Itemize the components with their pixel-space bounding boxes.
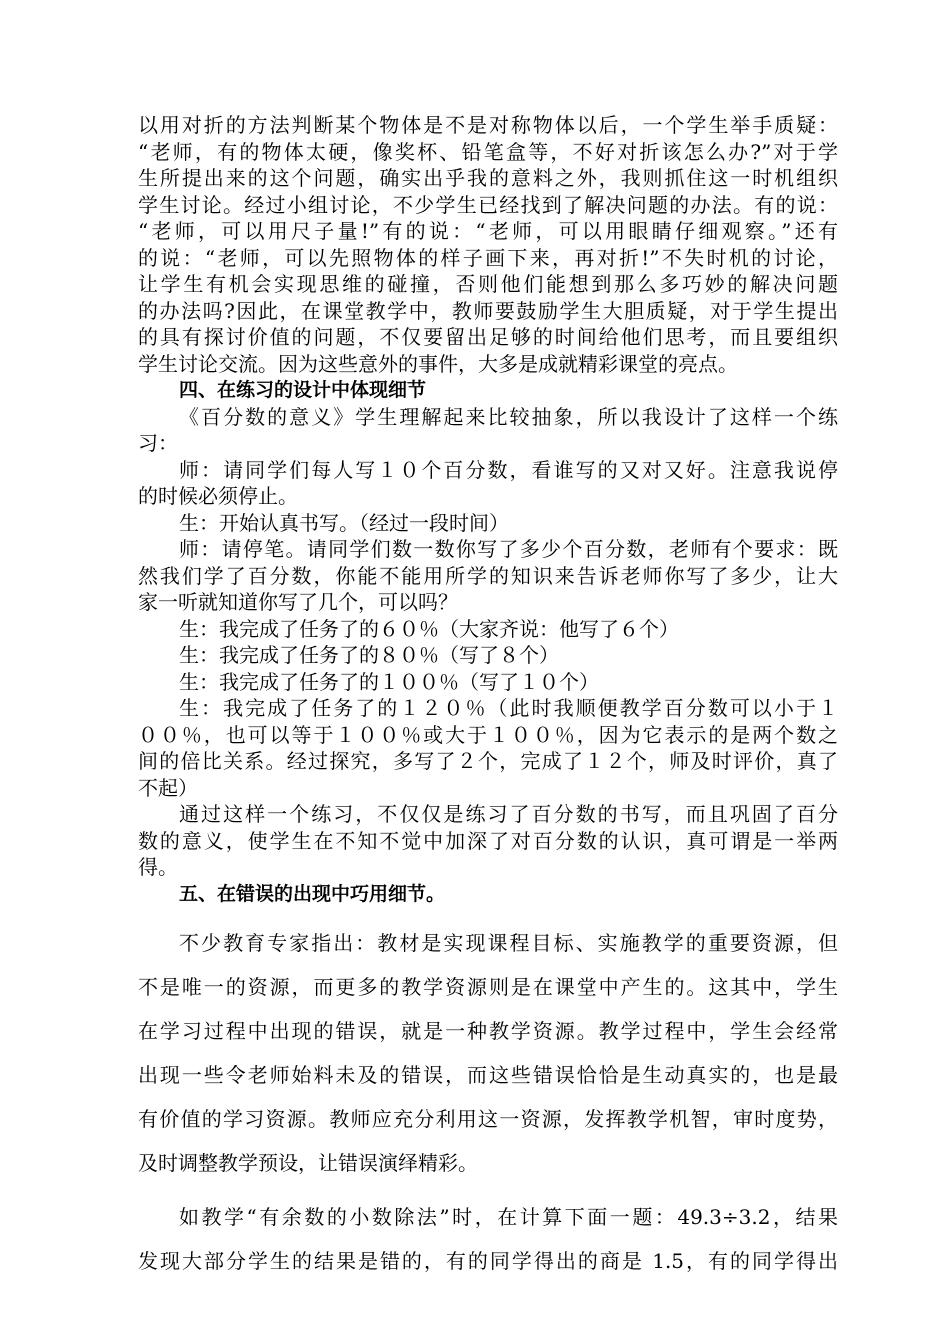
text-line: 出现一些令老师始料未及的错误，而这些错误恰恰是生动真实的，也是最	[138, 1063, 838, 1087]
text-line: 生所提出来的这个问题，确实出乎我的意料之外，我则抓住这一时机组织	[138, 166, 838, 190]
text-line: 的办法吗?因此，在课堂教学中，教师要鼓励学生大胆质疑，对于学生提出	[138, 298, 838, 323]
text-line: 的时候必须停止。	[138, 484, 298, 508]
text-line: 学生讨论。经过小组讨论，不少学生已经找到了解决问题的办法。有的说：	[138, 192, 838, 217]
text-line: 如教学“有余数的小数除法”时，在计算下面一题：49.3÷3.2，结果	[179, 1205, 838, 1229]
text-line: 发现大部分学生的结果是错的，有的同学得出的商是 1.5，有的同学得出	[138, 1249, 838, 1273]
text-line: 不少教育专家指出：教材是实现课程目标、实施教学的重要资源，但	[179, 931, 838, 955]
text-line: 师：请停笔。请同学们数一数你写了多少个百分数，老师有个要求：既	[179, 537, 838, 561]
text-line: 有价值的学习资源。教师应充分利用这一资源，发挥教学机智，审时度势，	[138, 1107, 838, 1131]
paragraph-intro	[138, 112, 838, 377]
text-line: ００％，也可以等于１００％或大于１００％，因为它表示的是两个数之	[138, 722, 838, 747]
text-line: 生：我完成了任务了的８０％（写了８个）	[179, 643, 559, 667]
text-line: 的具有探讨价值的问题，不仅要留出足够的时间给他们思考，而且要组织	[138, 325, 838, 349]
text-line: 让学生有机会实现思维的碰撞，否则他们能想到那么多巧妙的解决问题	[138, 272, 838, 296]
text-line: 生：我完成了任务了的１２０％（此时我顺便教学百分数可以小于１	[179, 696, 838, 720]
text-line: 得。	[138, 855, 178, 879]
text-line: 生：开始认真书写。（经过一段时间）	[179, 510, 509, 535]
text-line: “老师，可以用尺子量!”有的说：“老师，可以用眼睛仔细观察。”还有	[138, 219, 838, 243]
text-line: 习：	[138, 431, 178, 455]
text-line: 《百分数的意义》学生理解起来比较抽象，所以我设计了这样一个练	[179, 404, 838, 429]
text-line: 不是唯一的资源，而更多的教学资源则是在课堂中产生的。这其中，学生	[138, 975, 838, 999]
text-line: 数的意义，使学生在不知不觉中加深了对百分数的认识，真可谓是一举两	[138, 828, 838, 853]
document-page	[138, 112, 838, 1283]
text-line: 生：我完成了任务了的６０％（大家齐说：他写了６个）	[179, 616, 679, 641]
text-line: 间的倍比关系。经过探究，多写了２个，完成了１２个，师及时评价，真了	[138, 749, 838, 773]
text-line: “老师，有的物体太硬，像奖杯、铅笔盒等，不好对折该怎么办?”对于学	[138, 139, 838, 164]
text-line: 家一听就知道你写了几个，可以吗？	[138, 590, 458, 614]
section-four	[138, 404, 838, 881]
text-line: 通过这样一个练习，不仅仅是练习了百分数的书写，而且巩固了百分	[179, 802, 838, 826]
section-five	[138, 921, 838, 1283]
text-line: 不起）	[138, 775, 198, 800]
text-line: 及时调整教学预设，让错误演绎精彩。	[138, 1151, 478, 1175]
text-line: 然我们学了百分数，你能不能用所学的知识来告诉老师你写了多少，让大	[138, 563, 838, 588]
text-line: 以用对折的方法判断某个物体是不是对称物体以后，一个学生举手质疑：	[138, 113, 838, 137]
text-line: 学生讨论交流。因为这些意外的事件，大多是成就精彩课堂的亮点。	[138, 351, 738, 376]
section-heading-four: 四、在练习的设计中体现细节	[179, 379, 427, 401]
text-line: 生：我完成了任务了的１００％（写了１０个）	[179, 669, 599, 694]
text-line: 的说：“老师，可以先照物体的样子画下来，再对折!”不失时机的讨论，	[138, 245, 838, 270]
text-line: 师：请同学们每人写１０个百分数，看谁写的又对又好。注意我说停	[179, 457, 838, 482]
section-heading-five: 五、在错误的出现中巧用细节。	[179, 882, 446, 905]
text-line: 在学习过程中出现的错误，就是一种教学资源。教学过程中，学生会经常	[138, 1019, 838, 1043]
